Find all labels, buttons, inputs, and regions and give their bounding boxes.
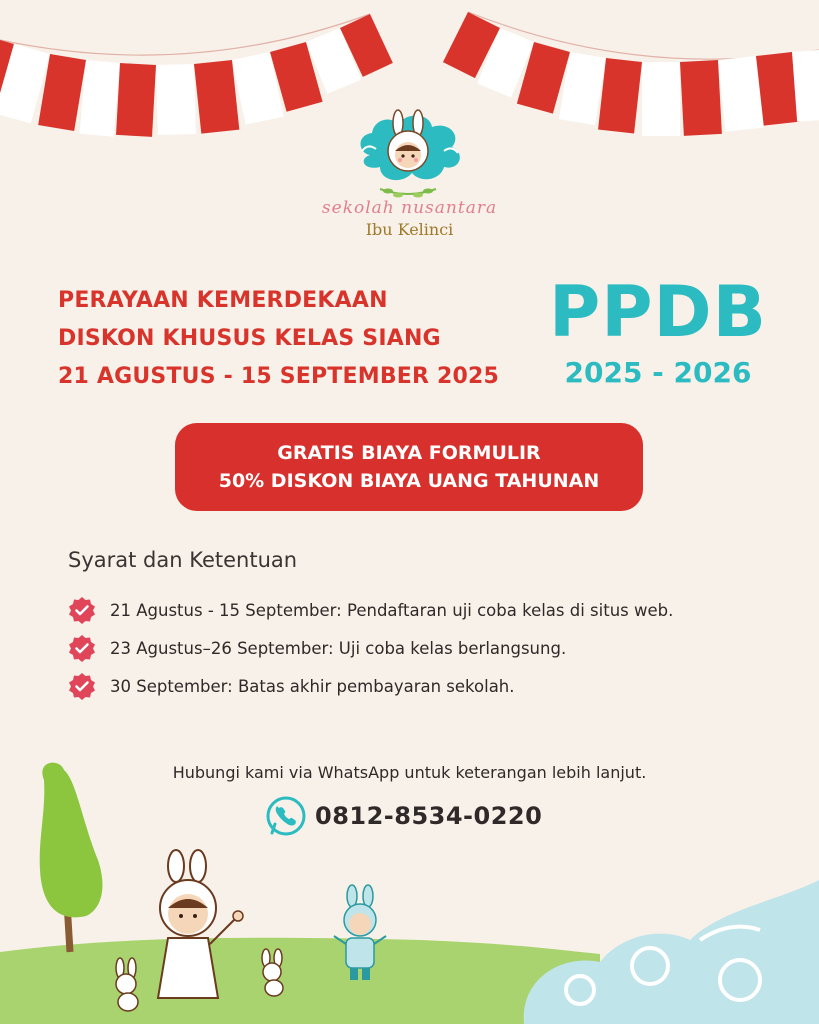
bottom-illustration — [0, 740, 819, 1024]
list-item — [68, 630, 788, 666]
check-badge-icon — [68, 634, 96, 662]
bunting-flag — [718, 56, 764, 132]
ppdb-year: 2025 - 2026 — [564, 356, 752, 389]
terms-list — [68, 592, 788, 706]
bunting-flag — [642, 62, 680, 136]
bunting-flag — [156, 64, 196, 135]
list-item — [68, 592, 788, 628]
check-badge-icon — [68, 596, 96, 624]
tree — [40, 763, 103, 952]
term-text: 30 September: Batas akhir pembayaran sekolah. — [110, 676, 515, 696]
headline-line-1: PERAYAAN KEMERDEKAAN — [58, 288, 388, 313]
headline-line-2: DISKON KHUSUS KELAS SIANG — [58, 326, 441, 351]
list-item — [68, 668, 788, 704]
check-badge-icon — [68, 672, 96, 700]
promo-line-2: 50% DISKON BIAYA UANG TAHUNAN — [218, 470, 600, 492]
logo-sub-text: Ibu Kelinci — [365, 220, 454, 239]
promo-banner — [175, 423, 643, 511]
ppdb-title: PPDB — [548, 271, 768, 353]
logo-script-text: sekolah nusantara — [321, 198, 498, 218]
phone-number[interactable]: 0812-8534-0220 — [315, 802, 543, 830]
bunting-flag — [194, 60, 239, 134]
bunting-flag — [598, 58, 642, 134]
rabbit-logo-icon — [340, 105, 480, 205]
headline-line-3: 21 AGUSTUS - 15 SEPTEMBER 2025 — [58, 364, 500, 389]
promo-line-1: GRATIS BIAYA FORMULIR — [277, 442, 541, 464]
bunting-flag — [116, 63, 156, 137]
bunting-flag — [680, 60, 722, 136]
term-text: 21 Agustus - 15 September: Pendaftaran uji coba kelas di situs web. — [110, 600, 674, 620]
bunting-flag — [79, 60, 120, 137]
term-text: 23 Agustus–26 September: Uji coba kelas berlangsung. — [110, 638, 567, 658]
contact-text: Hubungi kami via WhatsApp untuk keterangan lebih lanjut. — [172, 763, 647, 782]
terms-title: Syarat dan Ketentuan — [68, 548, 298, 572]
headline — [58, 282, 538, 396]
